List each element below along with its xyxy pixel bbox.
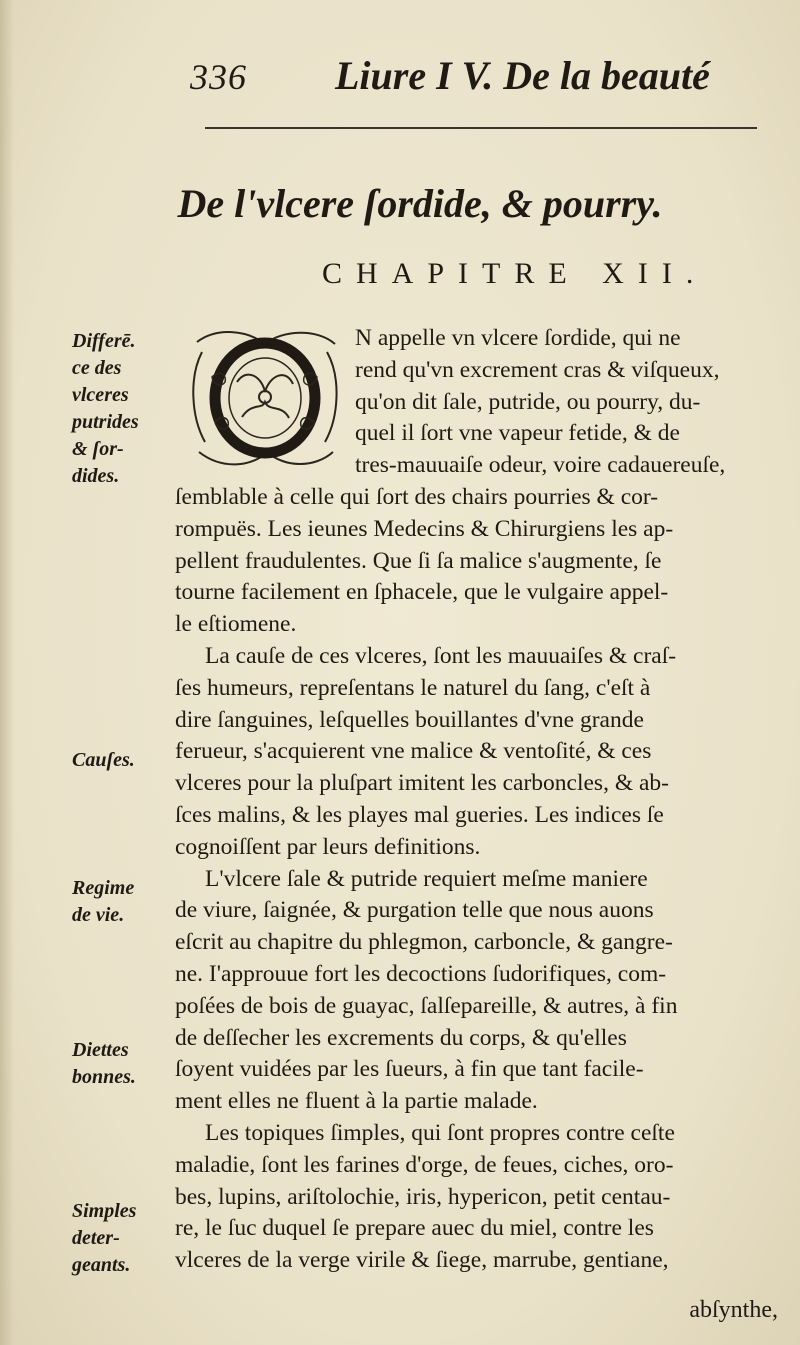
- text-line: rompuës. Les ieunes Medecins & Chirurgiens les ap-: [175, 515, 674, 542]
- text-line: tourne facilement en ſphacele, que le vulgaire appel-: [175, 579, 669, 606]
- text-line: bes, lupins, ariſtolochie, iris, hypericon, petit centau-: [175, 1183, 671, 1210]
- margin-line: Simples: [72, 1200, 137, 1222]
- text-line: dire ſanguines, leſquelles bouillantes d'vne grande: [175, 706, 644, 733]
- text-line: qu'on dit ſale, putride, ou pourry, du-: [355, 388, 701, 415]
- text-line: poſées de bois de guayac, ſalſepareille, & autres, à fin: [175, 992, 678, 1019]
- chapter-label: CHAPITRE XII.: [322, 257, 708, 290]
- margin-line: Cauſes.: [72, 749, 135, 771]
- text-line: de deſſecher les excrements du corps, & qu'elles: [175, 1024, 627, 1051]
- margin-note-simples: [72, 1198, 182, 1279]
- text-line: ferueur, s'acquierent vne malice & ventoſité, & ces: [175, 738, 652, 765]
- page-number: 336: [190, 57, 247, 97]
- chapter-title: De l'vlcere ſordide, & pourry.: [177, 181, 663, 226]
- header-rule: [205, 127, 757, 129]
- margin-line: deter-: [72, 1227, 120, 1249]
- margin-line: bonnes.: [72, 1066, 136, 1088]
- text-line: vlceres de la verge virile & ſiege, marrube, gentiane,: [175, 1247, 669, 1274]
- text-line: ment elles ne fluent à la partie malade.: [175, 1088, 538, 1115]
- margin-line: Diettes: [72, 1039, 129, 1061]
- text-line: Les topiques ſimples, qui ſont propres contre ceſte: [205, 1119, 675, 1146]
- margin-line: putrides: [72, 411, 139, 433]
- text-line: cognoiſſent par leurs definitions.: [175, 833, 481, 860]
- margin-note-differences: [72, 328, 182, 490]
- text-line: ſemblable à celle qui ſort des chairs pourries & cor-: [175, 483, 659, 510]
- text-line: quel il ſort vne vapeur fetide, & de: [355, 420, 680, 447]
- margin-note-diets: [72, 1037, 182, 1091]
- text-line: de viure, ſaignée, & purgation telle que nous auons: [175, 897, 654, 924]
- text-line: vlceres pour la pluſpart imitent les carboncles, & ab-: [175, 770, 669, 797]
- text-line: eſcrit au chapitre du phlegmon, carboncle, & gangre-: [175, 929, 673, 956]
- text-line: N appelle vn vlcere ſordide, qui ne: [355, 325, 681, 351]
- margin-note-causes: [72, 747, 182, 774]
- text-line: La cauſe de ces vlceres, ſont les mauuaiſes & craſ-: [205, 642, 677, 669]
- running-head: Liure I V. De la beauté: [335, 53, 710, 98]
- margin-line: dides.: [72, 465, 120, 487]
- text-line: le eſtiomene.: [175, 611, 297, 638]
- margin-line: & ſor-: [72, 438, 124, 460]
- text-line: maladie, ſont les farines d'orge, de feues, ciches, oro-: [175, 1151, 674, 1178]
- text-line: re, le ſuc duquel ſe prepare auec du miel, contre les: [175, 1215, 654, 1242]
- margin-line: Regime: [72, 877, 135, 899]
- text-line: L'vlcere ſale & putride requiert meſme maniere: [205, 865, 648, 892]
- text-line: ſces malins, & les playes mal gueries. Les indices ſe: [175, 801, 664, 828]
- text-line: ſes humeurs, repreſentans le naturel du ſang, c'eſt à: [175, 674, 651, 701]
- body-text: [175, 323, 780, 1277]
- margin-line: geants.: [72, 1254, 131, 1276]
- text-line: ne. I'approuue fort les decoctions ſudorifiques, com-: [175, 960, 667, 987]
- margin-line: vlceres: [72, 384, 129, 406]
- text-line: ſoyent vuidées par les ſueurs, à fin que tant facile-: [175, 1056, 644, 1083]
- catchword: abſynthe,: [689, 1297, 778, 1323]
- text-line: rend qu'vn excrement cras & viſqueux,: [355, 356, 720, 383]
- page-header: [0, 38, 800, 108]
- margin-line: de vie.: [72, 904, 125, 926]
- margin-note-regime: [72, 875, 182, 929]
- text-line: pellent fraudulentes. Que ſi ſa malice s'augmente, ſe: [175, 547, 662, 574]
- text-line: tres-mauuaiſe odeur, voire cadauereuſe,: [355, 452, 726, 479]
- margin-line: Differē.: [72, 330, 136, 352]
- margin-line: ce des: [72, 357, 122, 379]
